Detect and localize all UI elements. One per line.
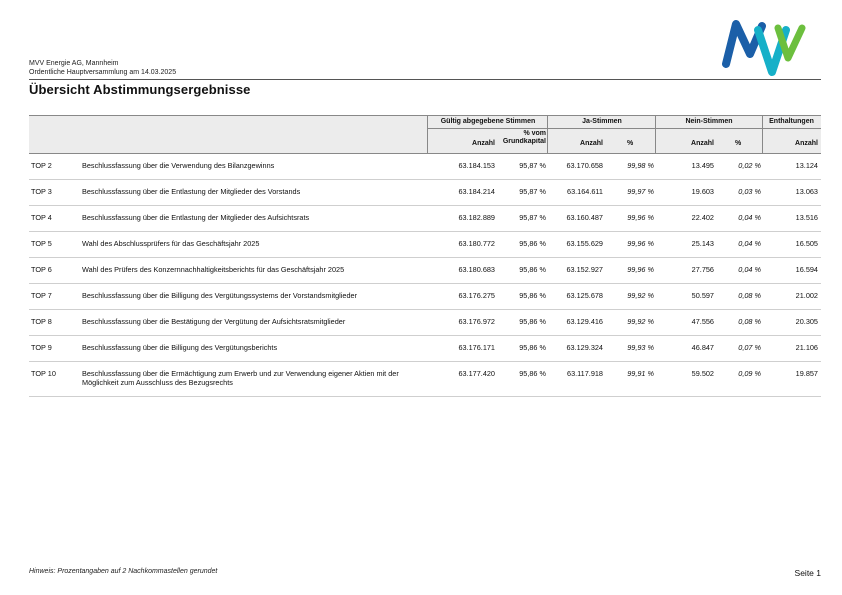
resolution-description: Beschlussfassung über die Billigung des Vergütungssystems der Vorstandsmitglieder — [82, 291, 358, 300]
table-row — [29, 362, 821, 397]
col-valid-pct-line2: Grundkapital — [502, 138, 546, 145]
group-valid-votes: Gültig abgegebene Stimmen — [440, 118, 536, 125]
agenda-item: TOP 7 — [31, 291, 52, 300]
results-table — [29, 115, 821, 397]
agenda-item: TOP 5 — [31, 239, 52, 248]
resolution-description: Beschlussfassung über die Entlastung der Mitglieder des Aufsichtsrats — [82, 213, 310, 222]
no-votes-pct: 0,03 % — [738, 187, 761, 196]
header-divider-line — [762, 116, 763, 153]
yes-votes-count: 63.125.678 — [566, 291, 603, 300]
table-row — [29, 336, 821, 362]
no-votes-pct: 0,04 % — [738, 213, 761, 222]
agenda-item: TOP 10 — [31, 369, 56, 378]
yes-votes-count: 63.155.629 — [566, 239, 603, 248]
col-yes-count: Anzahl — [580, 140, 603, 147]
table-header — [29, 115, 821, 154]
page-title: Übersicht Abstimmungsergebnisse — [29, 82, 251, 97]
header-divider-line — [655, 116, 656, 153]
abstentions-count: 19.857 — [795, 369, 818, 378]
agenda-item: TOP 6 — [31, 265, 52, 274]
yes-votes-pct: 99,92 % — [627, 317, 654, 326]
col-valid-count: Anzahl — [472, 140, 495, 147]
no-votes-count: 50.597 — [691, 291, 714, 300]
no-votes-pct: 0,08 % — [738, 291, 761, 300]
footnote: Hinweis: Prozentangaben auf 2 Nachkommastellen gerundet — [29, 568, 218, 575]
col-abstain-count: Anzahl — [795, 140, 818, 147]
yes-votes-pct: 99,96 % — [627, 239, 654, 248]
no-votes-count: 13.495 — [691, 161, 714, 170]
yes-votes-count: 63.152.927 — [566, 265, 603, 274]
yes-votes-count: 63.160.487 — [566, 213, 603, 222]
valid-votes-pct: 95,87 % — [519, 161, 546, 170]
valid-votes-pct: 95,87 % — [519, 213, 546, 222]
meeting-date: Ordentliche Hauptversammlung am 14.03.2025 — [29, 68, 177, 76]
yes-votes-pct: 99,96 % — [627, 265, 654, 274]
yes-votes-count: 63.117.918 — [567, 369, 603, 378]
valid-votes-count: 63.184.214 — [458, 187, 495, 196]
valid-votes-count: 63.176.972 — [458, 317, 495, 326]
yes-votes-pct: 99,92 % — [627, 291, 654, 300]
table-row — [29, 206, 821, 232]
no-votes-count: 59.502 — [691, 369, 714, 378]
abstentions-count: 13.516 — [795, 213, 818, 222]
no-votes-count: 46.847 — [691, 343, 714, 352]
no-votes-pct: 0,04 % — [738, 265, 761, 274]
col-valid-pct-line1: % vom — [523, 130, 546, 137]
col-valid-pct — [495, 130, 546, 146]
no-votes-count: 27.756 — [691, 265, 714, 274]
abstentions-count: 21.002 — [795, 291, 818, 300]
no-votes-pct: 0,07 % — [738, 343, 761, 352]
agenda-item: TOP 9 — [31, 343, 52, 352]
yes-votes-pct: 99,96 % — [627, 213, 654, 222]
abstentions-count: 20.305 — [795, 317, 818, 326]
valid-votes-pct: 95,86 % — [519, 265, 546, 274]
table-body — [29, 154, 821, 397]
no-votes-count: 22.402 — [691, 213, 714, 222]
resolution-description: Beschlussfassung über die Verwendung des Bilanzgewinns — [82, 161, 275, 170]
resolution-description: Beschlussfassung über die Ermächtigung zum Erwerb und zur Verwendung eigener Aktien mit der Möglichkeit zum Ausschluss des Bezugsrechts — [82, 369, 399, 387]
no-votes-pct: 0,08 % — [738, 317, 761, 326]
company-info — [29, 60, 176, 77]
resolution-description: Beschlussfassung über die Entlastung der Mitglieder des Vorstands — [82, 187, 301, 196]
yes-votes-count: 63.170.658 — [566, 161, 603, 170]
col-yes-pct: % — [627, 140, 634, 147]
group-yes-votes: Ja-Stimmen — [582, 118, 622, 125]
col-no-count: Anzahl — [691, 140, 714, 147]
header-group-line — [427, 128, 821, 129]
abstentions-count: 13.124 — [795, 161, 818, 170]
header-divider-line — [547, 116, 548, 153]
abstentions-count: 16.505 — [795, 239, 818, 248]
yes-votes-count: 63.164.611 — [567, 187, 603, 196]
table-row — [29, 284, 821, 310]
no-votes-pct: 0,02 % — [738, 161, 761, 170]
valid-votes-count: 63.176.275 — [458, 291, 495, 300]
col-no-pct: % — [735, 140, 742, 147]
valid-votes-count: 63.182.889 — [458, 213, 495, 222]
table-row — [29, 180, 821, 206]
header-divider-line — [427, 116, 428, 153]
header-divider — [29, 79, 821, 80]
resolution-description: Beschlussfassung über die Billigung des Vergütungsberichts — [82, 343, 278, 352]
group-no-votes: Nein-Stimmen — [685, 118, 733, 125]
agenda-item: TOP 2 — [31, 161, 52, 170]
valid-votes-count: 63.180.683 — [458, 265, 495, 274]
agenda-item: TOP 4 — [31, 213, 52, 222]
yes-votes-pct: 99,97 % — [627, 187, 654, 196]
page-number: Seite 1 — [794, 568, 821, 578]
valid-votes-count: 63.177.420 — [458, 369, 495, 378]
valid-votes-count: 63.184.153 — [458, 161, 495, 170]
abstentions-count: 21.106 — [795, 343, 818, 352]
table-row — [29, 310, 821, 336]
valid-votes-pct: 95,86 % — [519, 291, 546, 300]
no-votes-pct: 0,09 % — [738, 369, 761, 378]
mvv-logo — [722, 18, 806, 78]
valid-votes-count: 63.176.171 — [458, 343, 495, 352]
agenda-item: TOP 3 — [31, 187, 52, 196]
yes-votes-pct: 99,91 % — [627, 369, 654, 378]
yes-votes-count: 63.129.324 — [566, 343, 603, 352]
no-votes-count: 47.556 — [691, 317, 714, 326]
no-votes-count: 19.603 — [691, 187, 714, 196]
no-votes-count: 25.143 — [691, 239, 714, 248]
table-row — [29, 232, 821, 258]
abstentions-count: 16.594 — [795, 265, 818, 274]
yes-votes-count: 63.129.416 — [566, 317, 603, 326]
valid-votes-pct: 95,86 % — [519, 369, 546, 378]
resolution-description: Wahl des Abschlussprüfers für das Geschäftsjahr 2025 — [82, 239, 260, 248]
valid-votes-pct: 95,86 % — [519, 343, 546, 352]
valid-votes-pct: 95,86 % — [519, 317, 546, 326]
no-votes-pct: 0,04 % — [738, 239, 761, 248]
yes-votes-pct: 99,98 % — [627, 161, 654, 170]
valid-votes-pct: 95,86 % — [519, 239, 546, 248]
group-abstentions: Enthaltungen — [769, 118, 814, 125]
table-row — [29, 258, 821, 284]
table-row — [29, 154, 821, 180]
valid-votes-pct: 95,87 % — [519, 187, 546, 196]
agenda-item: TOP 8 — [31, 317, 52, 326]
resolution-description: Beschlussfassung über die Bestätigung der Vergütung der Aufsichtsratsmitglieder — [82, 317, 346, 326]
yes-votes-pct: 99,93 % — [627, 343, 654, 352]
company-name: MVV Energie AG, Mannheim — [29, 60, 119, 67]
valid-votes-count: 63.180.772 — [458, 239, 495, 248]
resolution-description: Wahl des Prüfers des Konzernnachhaltigkeitsberichts für das Geschäftsjahr 2025 — [82, 265, 345, 274]
abstentions-count: 13.063 — [795, 187, 818, 196]
